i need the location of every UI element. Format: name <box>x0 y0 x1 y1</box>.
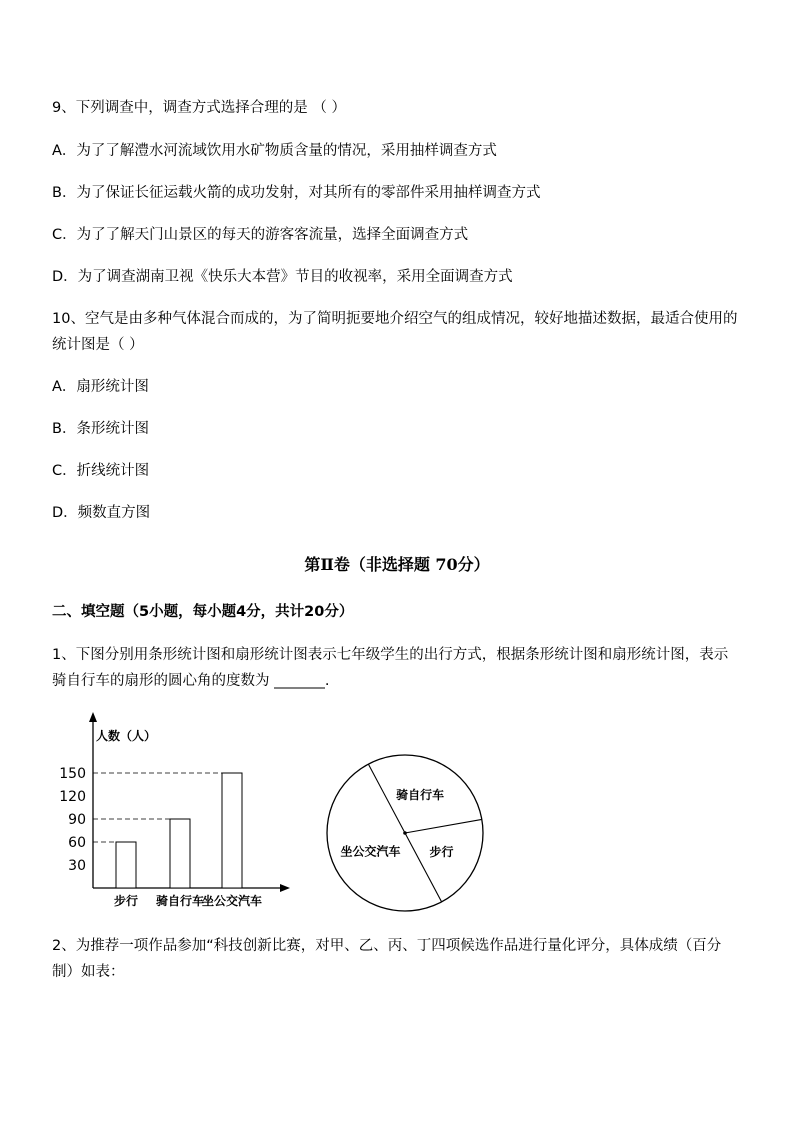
x-tick-label: 骑自行车 <box>155 894 205 908</box>
q9-stem: 9、下列调查中，调查方式选择合理的是 （ ） <box>52 100 346 116</box>
q10-option-a: A．扇形统计图 <box>52 379 149 395</box>
y-tick-label: 120 <box>59 789 86 805</box>
q9-option-a: A．为了了解澧水河流域饮用水矿物质含量的情况，采用抽样调查方式 <box>52 143 497 159</box>
section-title: 第Ⅱ卷（非选择题 70分） <box>304 555 490 574</box>
bar <box>116 842 136 888</box>
q10-option-d: D．频数直方图 <box>52 505 151 521</box>
x-tick-label: 步行 <box>113 894 139 908</box>
part-heading: 二、填空题（5小题，每小题4分，共计20分） <box>52 604 354 620</box>
y-axis-label: 人数（人） <box>96 729 157 743</box>
pie-center-dot <box>403 831 407 835</box>
pie-slice-label: 坐公交汽车 <box>340 844 401 859</box>
y-tick-label: 150 <box>59 766 86 782</box>
fill2-stem: 2、为推荐一项作品参加“科技创新比赛，对甲、乙、丙、丁四项候选作品进行量化评分，具体成绩（百分制）如表： <box>52 938 722 980</box>
q10-option-c: C．折线统计图 <box>52 463 150 479</box>
fill1-stem: 1、下图分别用条形统计图和扇形统计图表示七年级学生的出行方式，根据条形统计图和扇形统计图，表示骑自行车的扇形的圆心角的度数为 _______. <box>52 647 729 689</box>
q10-stem: 10、空气是由多种气体混合而成的，为了简明扼要地介绍空气的组成情况，较好地描述数据，最适合使用的统计图是（ ） <box>52 311 738 353</box>
y-tick-label: 30 <box>68 858 86 874</box>
q9-option-b: B．为了保证长征运载火箭的成功发射，对其所有的零部件采用抽样调查方式 <box>52 185 541 201</box>
bar-chart <box>58 710 298 910</box>
y-axis-arrow <box>89 712 97 722</box>
pie-chart <box>315 743 495 923</box>
q10-option-b: B．条形统计图 <box>52 421 149 437</box>
q9-option-d: D．为了调查湖南卫视《快乐大本营》节目的收视率，采用全面调查方式 <box>52 269 513 285</box>
y-tick-label: 90 <box>68 812 86 828</box>
x-tick-label: 坐公交汽车 <box>201 894 263 908</box>
x-axis-arrow <box>280 884 290 892</box>
pie-slice-label: 步行 <box>429 844 454 859</box>
bar <box>222 773 242 888</box>
q9-option-c: C．为了了解天门山景区的每天的游客客流量，选择全面调查方式 <box>52 227 469 243</box>
pie-slice-label: 骑自行车 <box>396 787 445 802</box>
y-tick-label: 60 <box>68 835 86 851</box>
bar <box>170 819 190 888</box>
